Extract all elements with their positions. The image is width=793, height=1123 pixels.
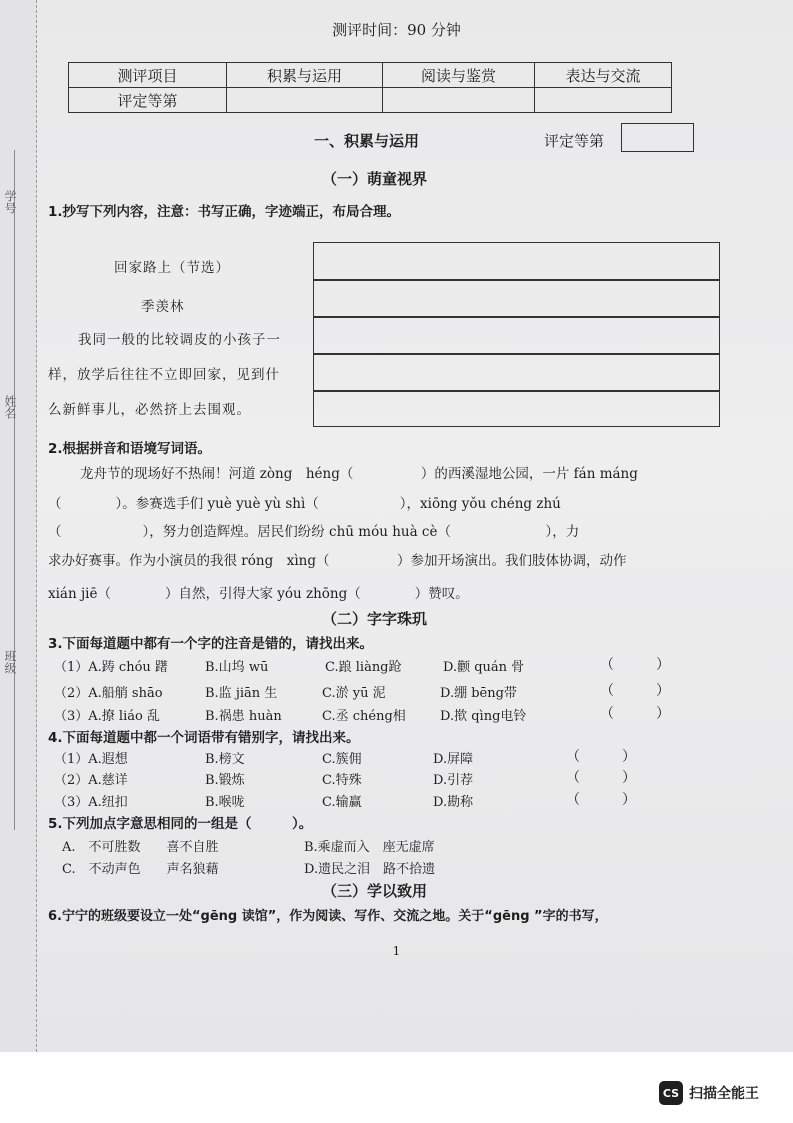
option: （3）A.撩 liáo 乱: [54, 709, 160, 724]
poem-title: 回家路上（节选）: [114, 260, 230, 276]
question-2-line: （ ），努力创造辉煌。居民们纷纷 chū móu huà cè（ ），力: [48, 524, 580, 540]
grid-line: [314, 390, 719, 392]
option: B.乘虚而入 座无虚席: [304, 840, 435, 855]
grade-label: 评定等第: [544, 132, 605, 150]
eval-grade-cell[interactable]: [227, 88, 383, 113]
eval-cell: 阅读与鉴赏: [383, 63, 535, 88]
answer-blank[interactable]: （ ）: [600, 683, 670, 699]
option: （1）A.遐想: [54, 752, 128, 767]
option: D.屏障: [433, 752, 474, 767]
answer-blank[interactable]: （ ）: [600, 706, 670, 722]
option: B.祸患 huàn: [205, 709, 282, 724]
option: C.淤 yū 泥: [322, 686, 386, 701]
eval-grade-cell[interactable]: [383, 88, 535, 113]
option: B.锻炼: [205, 773, 245, 788]
camscanner-logo-icon: CS: [659, 1081, 683, 1105]
option: （2）A.慈详: [54, 773, 128, 788]
eval-cell: 表达与交流: [535, 63, 672, 88]
option: （2）A.船艄 shāo: [54, 686, 163, 701]
copy-writing-grid[interactable]: [313, 242, 720, 427]
binding-margin: [0, 0, 37, 1052]
question-2-line: （ ）。参赛选手们 yuè yuè yù shì（ ），xiōng yǒu chéng zhú: [48, 496, 561, 512]
eval-cell: 测评项目: [69, 63, 227, 88]
question-2-line: xián jiē（ ）自然，引得大家 yóu zhōng（ ）赞叹。: [48, 586, 469, 602]
option: A. 不可胜数 喜不自胜: [62, 840, 219, 855]
option: C. 不动声色 声名狼藉: [62, 862, 219, 877]
option: C.特殊: [322, 773, 362, 788]
eval-cell: 积累与运用: [227, 63, 383, 88]
option: C.丞 chéng相: [322, 709, 406, 724]
grid-line: [314, 316, 719, 318]
watermark-text: 扫描全能王: [689, 1086, 759, 1102]
grid-line: [314, 279, 719, 281]
grade-box[interactable]: [621, 123, 694, 152]
section-title: 一、积累与运用: [314, 132, 420, 150]
binding-label-student-id: 学号: [3, 190, 17, 214]
subsection-title: （二）字字珠玑: [322, 610, 428, 628]
question-2-line: 龙舟节的现场好不热闹！河道 zòng héng（ ）的西溪湿地公园，一片 fán máng: [80, 466, 638, 482]
question-6-prompt: 6.宁宁的班级要设立一处“gēng 读馆”，作为阅读、写作、交流之地。关于“gēng ”字的书写，: [48, 909, 608, 924]
poem-line: 样，放学后往往不立即回家，见到什: [48, 367, 280, 383]
answer-blank[interactable]: （ ）: [566, 770, 636, 786]
option: （3）A.纽扣: [54, 795, 128, 810]
option: C.簇佣: [322, 752, 362, 767]
option: B.监 jiān 生: [205, 686, 278, 701]
page-number: 1: [392, 944, 401, 958]
question-1-prompt: 1.抄写下列内容，注意：书写正确，字迹端正，布局合理。: [48, 204, 401, 220]
scanner-watermark: [659, 1081, 759, 1105]
option: C.踉 liàng跄: [325, 660, 402, 675]
answer-blank[interactable]: （ ）: [566, 792, 636, 808]
poem-line: 么新鲜事儿，必然挤上去围观。: [48, 402, 251, 418]
evaluation-header-row: [69, 63, 672, 88]
binding-line: [14, 150, 15, 830]
evaluation-grade-row: [69, 88, 672, 113]
question-5-prompt: 5.下列加点字意思相同的一组是（ ）。: [48, 816, 313, 832]
question-4-prompt: 4.下面每道题中都一个词语带有错别字，请找出来。: [48, 730, 360, 746]
answer-blank[interactable]: （ ）: [600, 657, 670, 673]
option: D.绷 bēng带: [440, 686, 517, 701]
option: （1）A.踌 chóu 躇: [54, 660, 168, 675]
poem-line: 我同一般的比较调皮的小孩子一: [78, 332, 281, 348]
answer-blank[interactable]: （ ）: [566, 749, 636, 765]
option: B.榜文: [205, 752, 245, 767]
question-3-prompt: 3.下面每道题中都有一个字的注音是错的，请找出来。: [48, 636, 374, 652]
binding-label-class: 班级: [3, 650, 17, 674]
subsection-title: （一）萌童视界: [322, 170, 428, 188]
question-2-line: 求办好赛事。作为小演员的我很 róng xìng（ ）参加开场演出。我们肢体协调，动作: [48, 553, 627, 569]
eval-cell: 评定等第: [69, 88, 227, 113]
option: D.颧 quán 骨: [443, 660, 525, 675]
binding-label-name: 姓名: [3, 395, 17, 419]
question-2-prompt: 2.根据拼音和语境写词语。: [48, 441, 212, 457]
option: D.勘称: [433, 795, 474, 810]
eval-grade-cell[interactable]: [535, 88, 672, 113]
grid-line: [314, 353, 719, 355]
option: D.引荐: [433, 773, 474, 788]
subsection-title: （三）学以致用: [322, 882, 428, 900]
poem-author: 季羡林: [141, 299, 185, 315]
exam-time: 测评时间：90 分钟: [332, 21, 461, 39]
option: C.输赢: [322, 795, 362, 810]
evaluation-table: [68, 62, 672, 113]
option: B.喉咙: [205, 795, 245, 810]
option: B.山坞 wū: [205, 660, 269, 675]
option: D.揿 qìng电铃: [440, 709, 527, 724]
option: D.遗民之泪 路不拾遗: [304, 862, 436, 877]
